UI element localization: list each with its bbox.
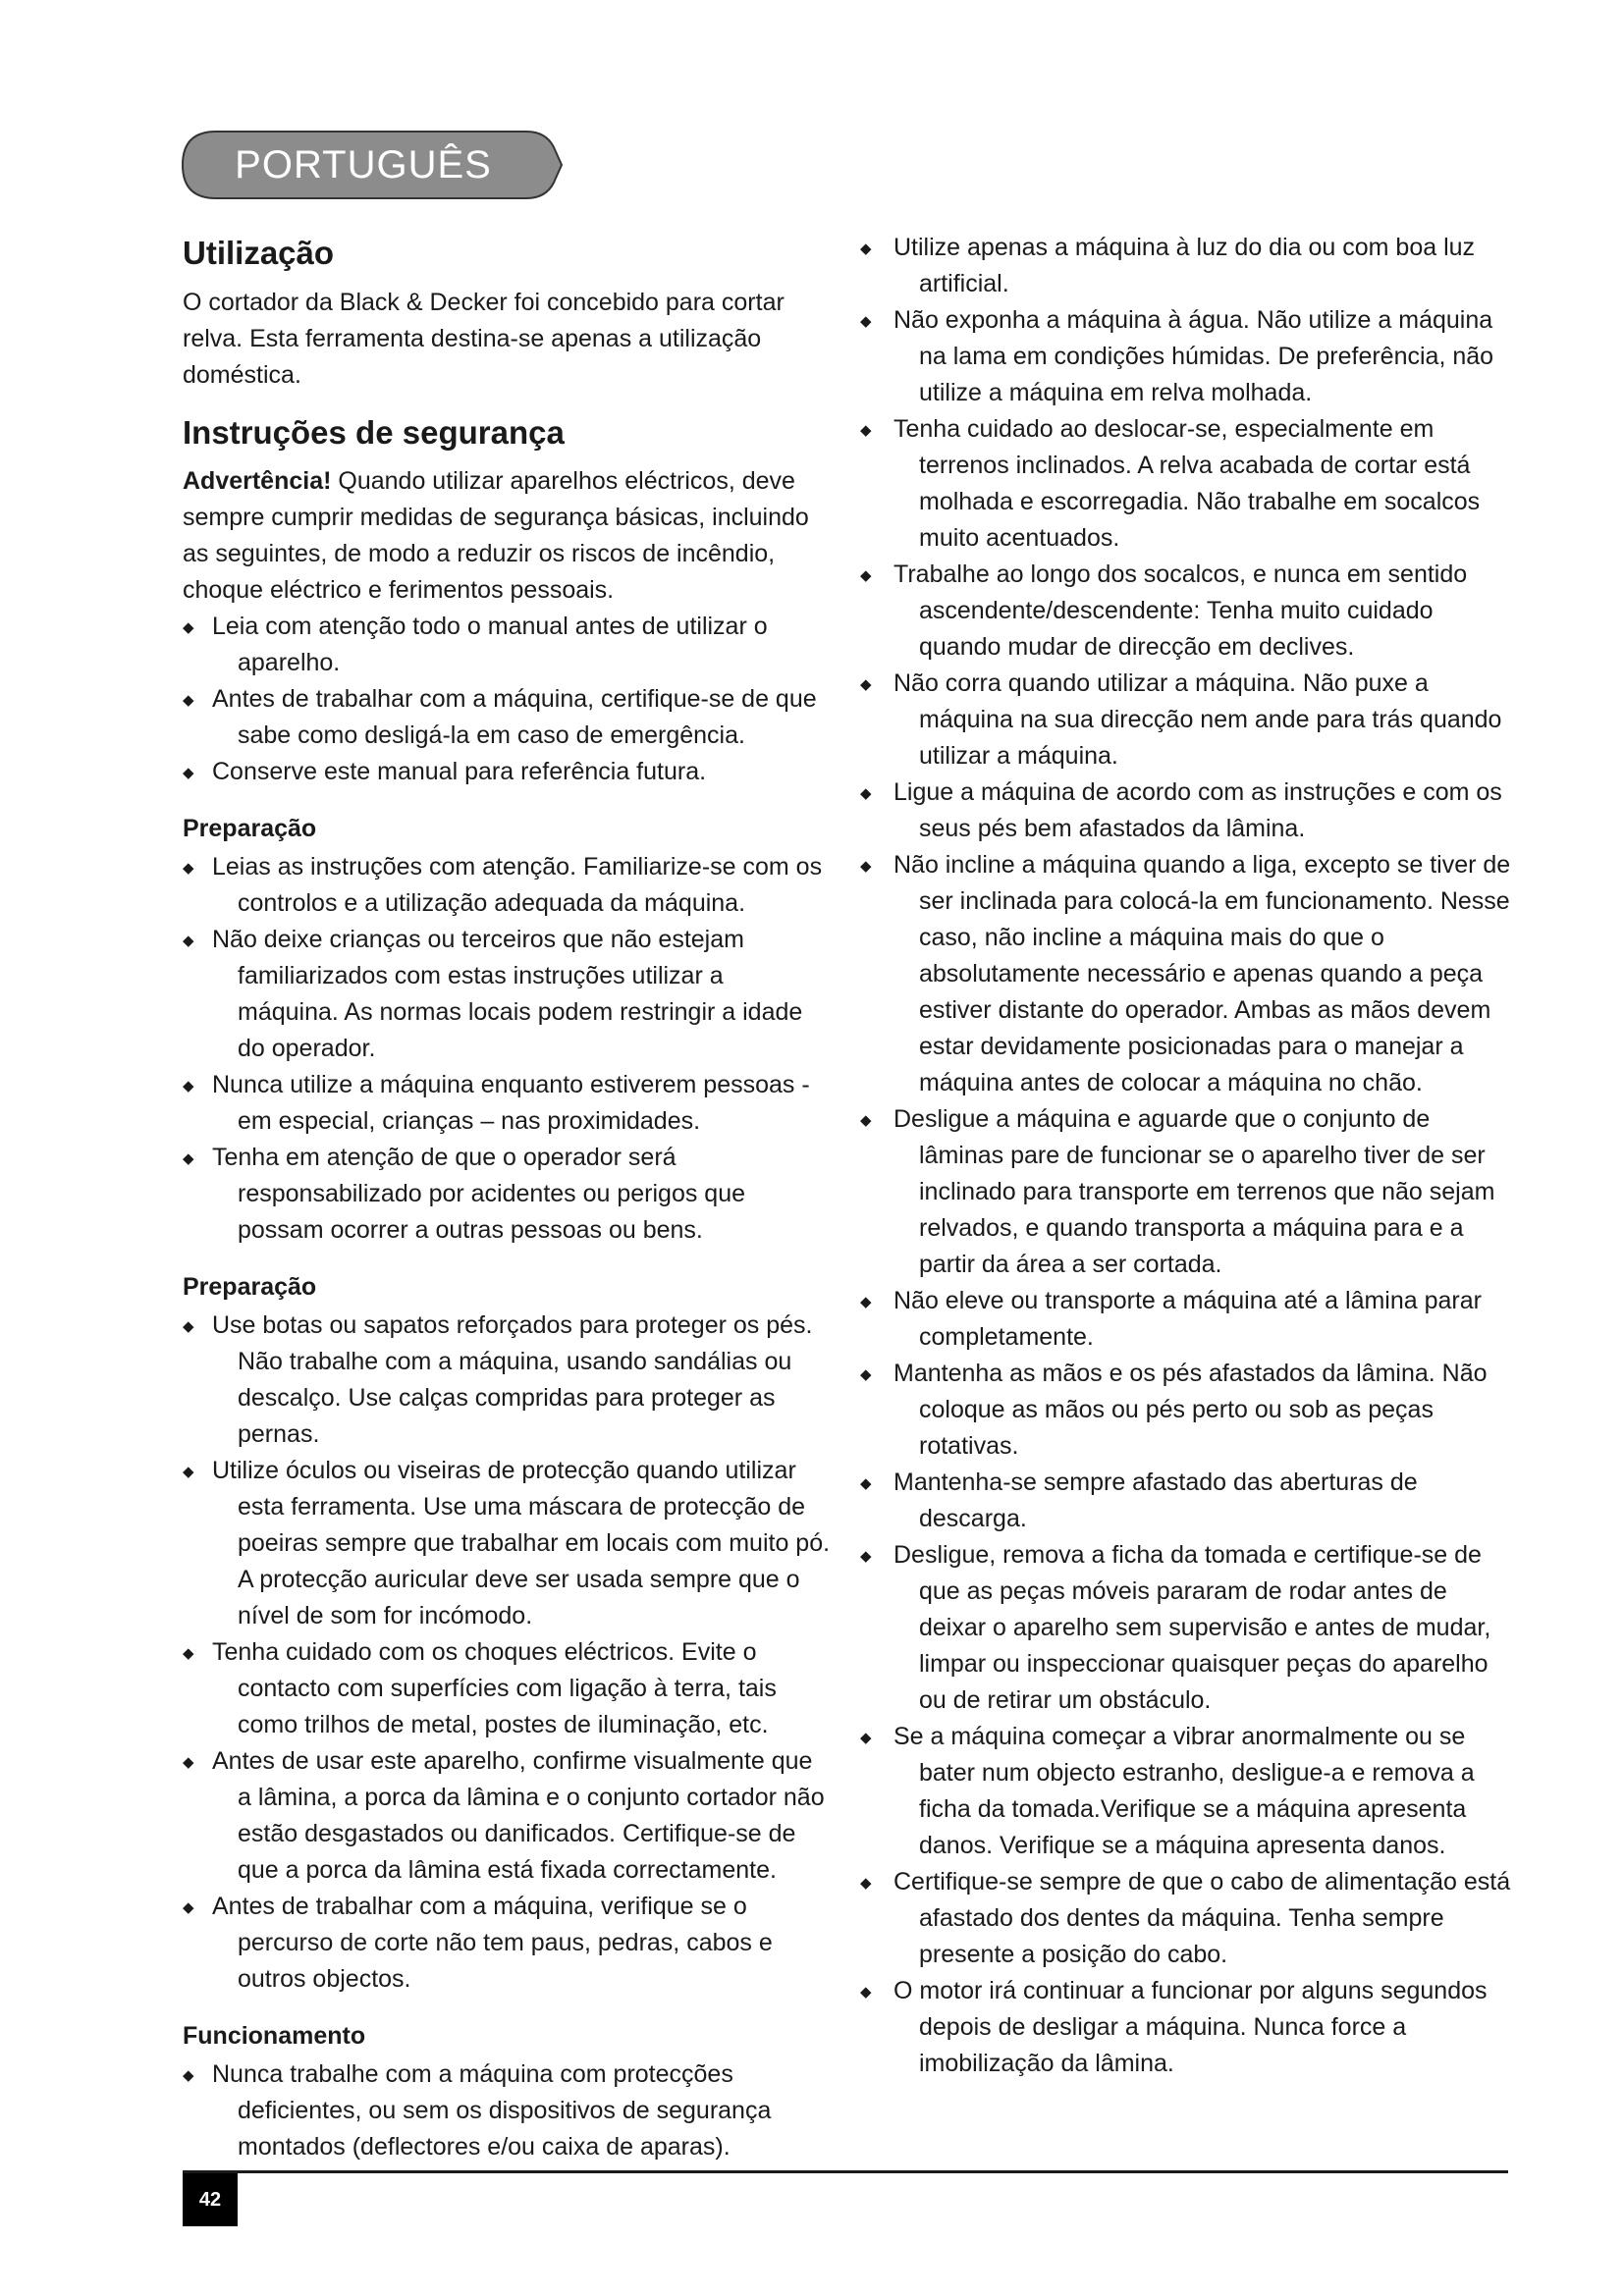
list-item: ◆ Tenha cuidado ao deslocar-se, especialmente em terrenos inclinados. A relva acabada de cortar está molhada e escorregadia. Não trabalhe em socalcos muito acentuados. bbox=[860, 411, 1513, 557]
list-item: ◆ Trabalhe ao longo dos socalcos, e nunca em sentido ascendente/descendente: Tenha muito cuidado quando mudar de direcção em declives. bbox=[860, 557, 1513, 666]
list-item: ◆ Não exponha a máquina à água. Não utilize a máquina na lama em condições húmidas. De preferência, não utilize a máquina em relva molhada. bbox=[860, 302, 1513, 411]
list-item: ◆ O motor irá continuar a funcionar por alguns segundos depois de desligar a máquina. Nunca force a imobilização da lâmina. bbox=[860, 1973, 1513, 2082]
preparation-title-2: Preparação bbox=[183, 1273, 317, 1302]
list-item: ◆ Leias as instruções com atenção. Familiarize-se com os controlos e a utilização adequada da máquina. bbox=[183, 849, 831, 922]
list-item: ◆ Desligue a máquina e aguarde que o conjunto de lâminas pare de funcionar se o aparelho tiver de ser inclinado para transporte em terrenos que não sejam relvados, e quando transporta a máquina para e a partir da área a ser cortada. bbox=[860, 1101, 1513, 1283]
list-item: ◆ Mantenha-se sempre afastado das aberturas de descarga. bbox=[860, 1465, 1513, 1537]
preparation-title-1: Preparação bbox=[183, 815, 317, 843]
list-item: ◆ Antes de trabalhar com a máquina, certifique-se de que sabe como desligá-la em caso de emergência. bbox=[183, 681, 831, 754]
operation-list-continued bbox=[860, 230, 1513, 2082]
list-item: ◆ Desligue, remova a ficha da tomada e certifique-se de que as peças móveis pararam de rodar antes de deixar o aparelho sem supervisão e antes de mudar, limpar ou inspeccionar quaisquer peças do aparelho ou de retirar um obstáculo. bbox=[860, 1537, 1513, 1719]
warning-text: Quando utilizar aparelhos eléctricos, deve sempre cumprir medidas de segurança básicas, incluindo as seguintes, de modo a reduzir os riscos de incêndio, choque eléctrico e ferimentos pessoais. bbox=[183, 467, 809, 605]
list-item: ◆ Ligue a máquina de acordo com as instruções e com os seus pés bem afastados da lâmina. bbox=[860, 774, 1513, 847]
footer-rule bbox=[183, 2170, 1508, 2173]
list-item: ◆ Utilize óculos ou viseiras de protecção quando utilizar esta ferramenta. Use uma máscara de protecção de poeiras sempre que trabalhar em locais com muito pó. A protecção auricular deve ser usada sempre que o nível de som for incómodo. bbox=[183, 1453, 831, 1634]
warning-label: Advertência! bbox=[183, 467, 332, 496]
list-item: ◆ Antes de usar este aparelho, confirme visualmente que a lâmina, a porca da lâmina e o conjunto cortador não estão desgastados ou danificados. Certifique-se de que a porca da lâmina está fixada correctamente. bbox=[183, 1743, 831, 1889]
language-label: PORTUGUÊS bbox=[235, 143, 492, 187]
list-item: ◆ Conserve este manual para referência futura. bbox=[183, 754, 831, 790]
list-item: ◆ Não deixe crianças ou terceiros que não estejam familiarizados com estas instruções utilizar a máquina. As normas locais podem restringir a idade do operador. bbox=[183, 922, 831, 1067]
list-item: ◆ Não corra quando utilizar a máquina. Não puxe a máquina na sua direcção nem ande para trás quando utilizar a máquina. bbox=[860, 666, 1513, 774]
list-item: ◆ Tenha em atenção de que o operador será responsabilizado por acidentes ou perigos que possam ocorrer a outras pessoas ou bens. bbox=[183, 1140, 831, 1249]
preparation-list-1 bbox=[183, 849, 831, 1249]
left-column bbox=[183, 234, 831, 2165]
list-item: ◆ Antes de trabalhar com a máquina, verifique se o percurso de corte não tem paus, pedras, cabos e outros objectos. bbox=[183, 1889, 831, 1998]
list-item: ◆ Não eleve ou transporte a máquina até a lâmina parar completamente. bbox=[860, 1283, 1513, 1356]
list-item: ◆ Se a máquina começar a vibrar anormalmente ou se bater num objecto estranho, desligue-a e remova a ficha da tomada.Verifique se a máquina apresenta danos. Verifique se a máquina apresenta danos. bbox=[860, 1719, 1513, 1864]
list-item: ◆ Nunca trabalhe com a máquina com protecções deficientes, ou sem os dispositivos de segurança montados (deflectores e/ou caixa de aparas). bbox=[183, 2056, 831, 2165]
list-item: ◆ Tenha cuidado com os choques eléctricos. Evite o contacto com superfícies com ligação à terra, tais como trilhos de metal, postes de iluminação, etc. bbox=[183, 1634, 831, 1743]
list-item: ◆ Certifique-se sempre de que o cabo de alimentação está afastado dos dentes da máquina. Tenha sempre presente a posição do cabo. bbox=[860, 1864, 1513, 1973]
language-tab bbox=[177, 126, 569, 204]
operation-title: Funcionamento bbox=[183, 2022, 366, 2051]
preparation-list-2 bbox=[183, 1308, 831, 1998]
list-item: ◆ Leia com atenção todo o manual antes de utilizar o aparelho. bbox=[183, 609, 831, 681]
list-item: ◆ Nunca utilize a máquina enquanto estiverem pessoas - em especial, crianças – nas proximidades. bbox=[183, 1067, 831, 1140]
list-item: ◆ Não incline a máquina quando a liga, excepto se tiver de ser inclinada para colocá-la em funcionamento. Nesse caso, não incline a máquina mais do que o absolutamente necessário e apenas quando a peça estiver distante do operador. Ambas as mãos devem estar devidamente posicionadas para o manejar a máquina antes de colocar a máquina no chão. bbox=[860, 847, 1513, 1101]
operation-list bbox=[183, 2056, 831, 2165]
list-item: ◆ Utilize apenas a máquina à luz do dia ou com boa luz artificial. bbox=[860, 230, 1513, 302]
page-number: 42 bbox=[183, 2173, 238, 2226]
usage-text: O cortador da Black & Decker foi concebido para cortar relva. Esta ferramenta destina-se apenas a utilização doméstica. bbox=[183, 288, 785, 389]
safety-title: Instruções de segurança bbox=[183, 413, 565, 451]
usage-title: Utilização bbox=[183, 235, 335, 271]
warning-paragraph bbox=[183, 463, 831, 609]
list-item: ◆ Mantenha as mãos e os pés afastados da lâmina. Não coloque as mãos ou pés perto ou sob as peças rotativas. bbox=[860, 1356, 1513, 1465]
right-column bbox=[860, 230, 1513, 2082]
list-item: ◆ Use botas ou sapatos reforçados para proteger os pés. Não trabalhe com a máquina, usando sandálias ou descalço. Use calças compridas para proteger as pernas. bbox=[183, 1308, 831, 1453]
safety-list bbox=[183, 609, 831, 790]
